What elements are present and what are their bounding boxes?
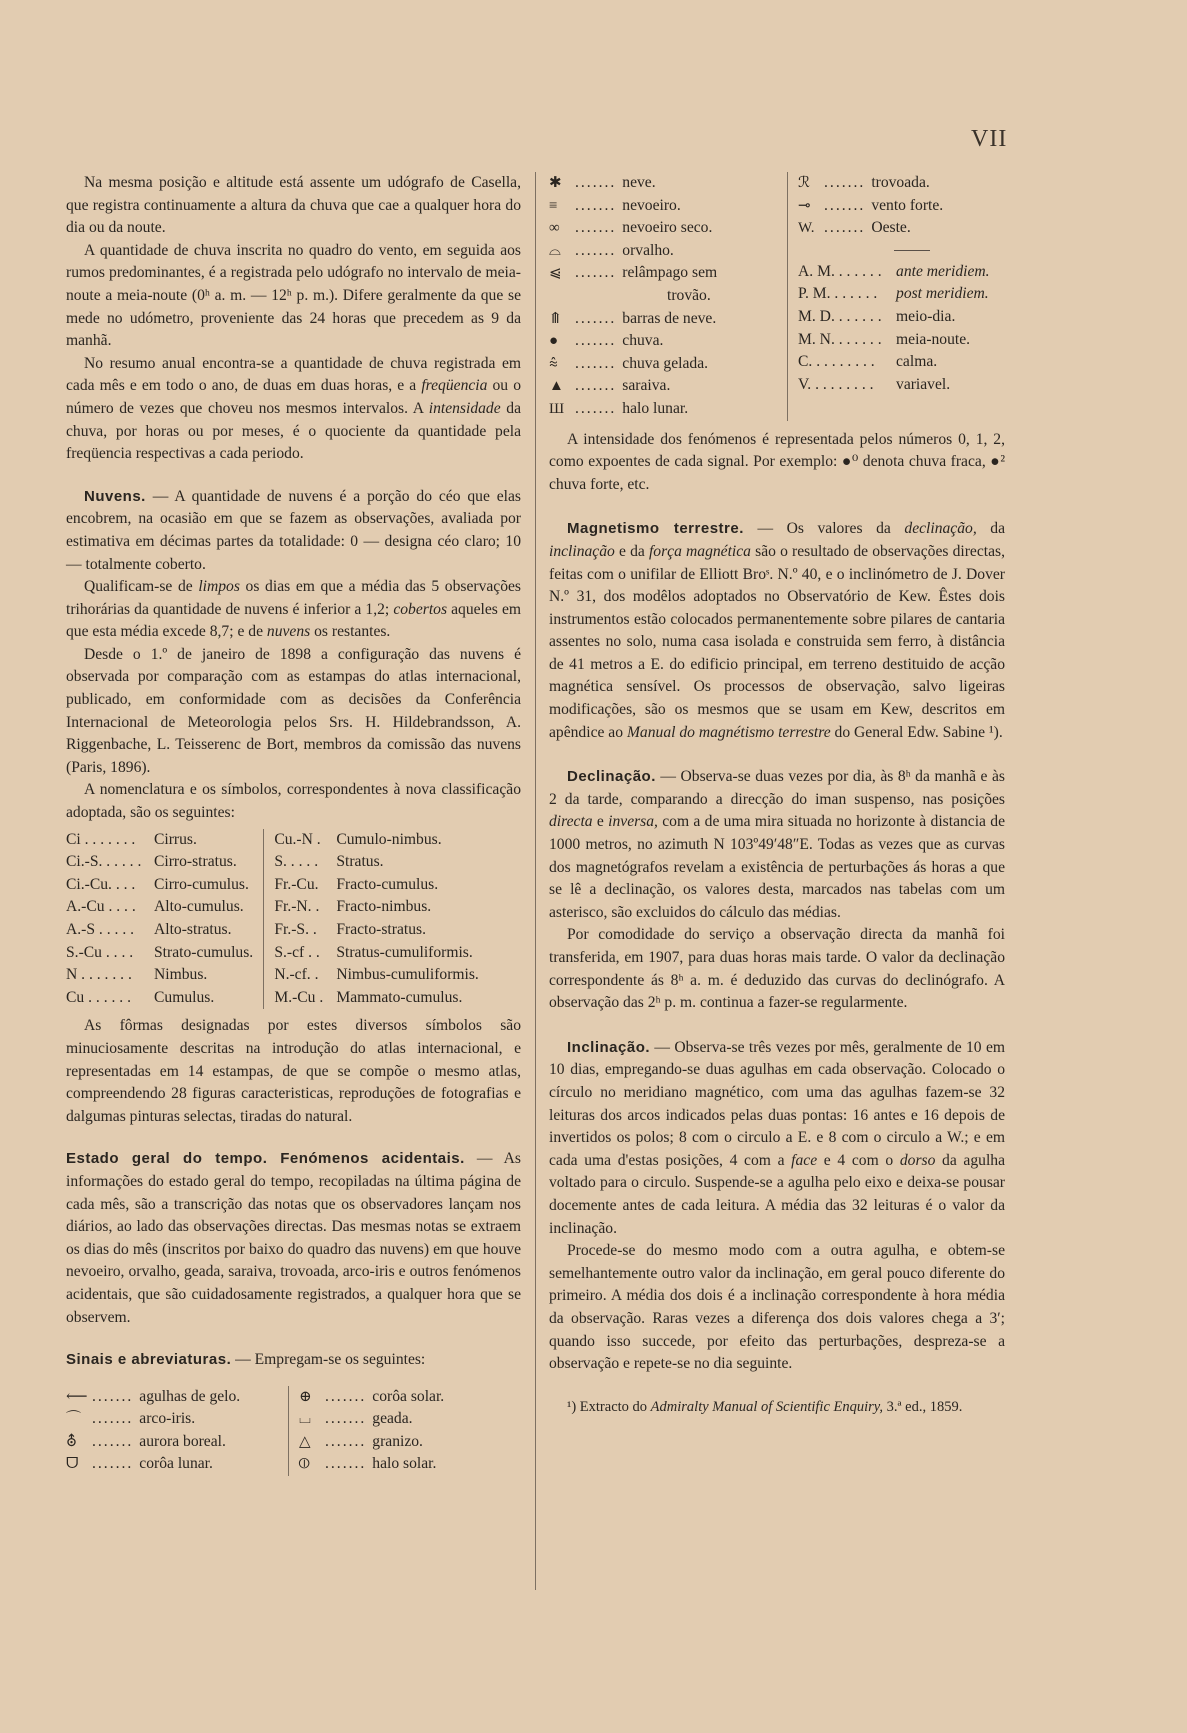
abbr-key: V. . . . . . . . .	[798, 375, 874, 393]
sign-label: chuva.	[622, 332, 664, 350]
paragraph-nomenclatura: A nomenclatura e os símbolos, correspondentes à nova classificação adoptada, são os seguintes:	[66, 781, 521, 822]
text: são o resultado de observações directas, feitas com o unifilar de Elliott Broˢ. N.º 40, e o inclinómetro de J. Dover N.º 31, dos modêlos adoptados no Observatório de Kew. Êstes dois instrumentos estão colocados permanentemente sobre pilares de cantaria assentes no solo, numa casa isolada e construida sem ferro, à distância de 41 metros a E. do edificio principal, em terreno destituido de acção magnética sensível. Os processos de observação, salvo ligeiras modificações, são os mesmos que se usam em Kew, descritos em apêndice ao	[549, 542, 1005, 741]
spacer	[66, 1128, 521, 1148]
paragraph-udografo: Na mesma posição e altitude está assente um udógrafo de Casella, que registra continuamente a altura da chuva que cae a qualquer hora do dia ou da noute.	[66, 174, 521, 237]
cloud-abbr: S. . . . .	[274, 853, 319, 871]
section-heading-nuvens: Nuvens.	[84, 487, 146, 505]
sign-label: vento forte.	[871, 196, 944, 214]
paragraph-outra-agulha: Procede-se do mesmo modo com a outra agulha, e obtem-se semelhantemente outro valor da inclinação, em geral pouco diferente do primeiro. A média dos dois é a inclinação correspondente à hora média da observação. Raras vezes a diferença dos dois valores chega a 3′; quando isso succede, por efeito das perturbações, despreza-se a observação e repete-se no dia seguinte.	[549, 1242, 1005, 1373]
spacer	[66, 466, 521, 486]
halo-lunar-icon: Ш	[549, 400, 565, 417]
sign-label: nevoeiro seco.	[622, 219, 713, 237]
cloud-abbr: Ci.-Cu. . . .	[66, 875, 136, 893]
cloud-name: Cumulus.	[154, 988, 215, 1006]
table-row	[274, 829, 521, 852]
cloud-abbr: S.-cf . .	[274, 943, 320, 961]
paragraph-formas: As fôrmas designadas por estes diversos símbolos são minuciosamente descritas na introdução do atlas internacional, e representadas em 14 estampas, de que se compõe o mesmo atlas, compreendendo 28 figuras caracteristicas, reproduções de fotografias e dalgumas pinturas selectas, tiradas do natural.	[66, 1017, 521, 1125]
sign-row	[798, 195, 1005, 218]
sign-row	[798, 217, 1005, 240]
cloud-name: Fracto-nimbus.	[336, 898, 432, 916]
sign-label: saraiva.	[622, 377, 671, 395]
cloud-name: Nimbus.	[154, 966, 208, 984]
term-inclinacao: inclinação	[549, 542, 615, 560]
cloud-abbr: Cu . . . . . .	[66, 988, 131, 1006]
table-row	[274, 964, 521, 987]
sign-row	[549, 308, 787, 331]
granizo-icon: △	[299, 1433, 311, 1450]
dot-leader: .......	[575, 309, 617, 327]
abbr-value: meio-dia.	[896, 307, 956, 325]
cloud-name: Alto-cumulus.	[154, 898, 244, 916]
sign-row	[66, 1386, 288, 1409]
cloud-abbr: S.-Cu . . . .	[66, 943, 134, 961]
dot-leader: .......	[325, 1410, 367, 1428]
paragraph-nuvens	[66, 486, 521, 576]
cloud-name: Stratus-cumuliformis.	[336, 943, 473, 961]
table-row	[66, 942, 263, 965]
cloud-abbr: Fr.-N. .	[274, 898, 320, 916]
cloud-name: Mammato-cumulus.	[336, 988, 463, 1006]
sign-label: aurora boreal.	[139, 1432, 226, 1450]
term-dorso: dorso	[899, 1151, 936, 1169]
aurora-boreal-icon: ⛢	[66, 1433, 77, 1450]
neve-icon: ✱	[549, 175, 562, 191]
sign-row	[549, 375, 787, 398]
geada-icon: ⌴	[299, 1411, 312, 1428]
table-row	[66, 964, 263, 987]
text: com a de uma mira situada no horizonte à distancia de 1000 metros, no azimuth N 103º49′48″E. Todas as vezes que as curvas dos magnetógrafos revelam a existência de perturbações ás horas a que se lê a declinação, os valores desta, marcados nas tabelas com um asterisco, são excluidos do cálculo das médias.	[549, 813, 1005, 921]
abbr-key: M. N. . . . . . .	[798, 330, 882, 348]
spacer	[549, 1015, 1005, 1037]
sign-label: trovão.	[667, 286, 711, 304]
section-heading-sinais: Sinais e abreviaturas.	[66, 1351, 232, 1369]
cloud-name: Nimbus-cumuliformis.	[336, 966, 479, 984]
table-row	[66, 896, 263, 919]
dot-leader: .......	[575, 377, 617, 395]
abbr-key: A. M. . . . . . .	[798, 262, 882, 280]
term-cobertos: cobertos	[393, 600, 448, 618]
paragraph-inclinacao	[549, 1037, 1005, 1240]
term-limpos: limpos	[198, 578, 240, 596]
table-row	[274, 851, 521, 874]
sign-row	[549, 172, 787, 195]
barras-de-neve-icon: ⤊	[549, 310, 562, 327]
sign-row	[549, 195, 787, 218]
page-number: VII	[971, 126, 1008, 152]
nevoeiro-icon: ≡	[549, 197, 558, 214]
cloud-abbr: Fr.-S. .	[274, 921, 317, 938]
cloud-abbr: A.-Cu . . . .	[66, 898, 136, 916]
paragraph-atlas: Desde o 1.º de janeiro de 1898 a configuração das nuvens é observada por comparação com as estampas do atlas internacional, publicado, em conformidade com as decisões da Conferência Internacional de Meteorologia pelos Srs. H. Hildebrandsson, A. Riggenbache, L. Teisserenc de Bort, membros da comissão das nuvens (Paris, 1896).	[66, 645, 521, 776]
dot-leader: .......	[92, 1455, 134, 1473]
term-declinacao: declinação,	[904, 520, 977, 538]
cloud-abbr: Fr.-Cu.	[274, 875, 319, 893]
section-heading-inclinacao: Inclinação.	[567, 1038, 651, 1056]
table-row	[66, 919, 263, 942]
table-row	[274, 987, 521, 1010]
text: e da	[614, 542, 649, 560]
left-column	[66, 172, 521, 1480]
cloud-name: Fracto-stratus.	[336, 921, 426, 938]
paragraph-limpos-cobertos	[66, 576, 521, 644]
text: ¹) Extracto do	[567, 1398, 651, 1415]
oeste-abbr: W.	[798, 220, 815, 237]
paragraph-comodidade: Por comodidade do serviço a observação directa da manhã foi transferida, em 1907, para duas horas mais tarde. O valor da declinação correspondente ás 8ʰ a. m. é deduzido das curvas do declinógrafo. A observação das 2ʰ p. m. continua a fazer-se regularmente.	[549, 926, 1005, 1012]
sign-row	[549, 353, 787, 376]
sign-label: halo solar.	[372, 1455, 437, 1473]
dot-leader: .......	[325, 1387, 367, 1405]
text: — As informações do estado geral do tempo, recopiladas na última página de cada mês, são a transcrição das notas que os observadores lançam nos diários, ao lado das observações directas. Das mesmas notas se extraem os dias do mês (inscritos por baixo do quadro das nuvens) em que houve nevoeiro, orvalho, geada, saraiva, trovoada, arco-iris e outros fenómenos acidentais, que são cuidadosamente registrados, a qualquer hora que se observem.	[66, 1150, 521, 1326]
paragraph-chuva-quadro: A quantidade de chuva inscrita no quadro do vento, em seguida aos rumos predominantes, é a registrada pelo udógrafo no intervalo de meia-noute a meia-noute (0ʰ a. m. — 12ʰ p. m.). Difere geralmente da que se mede no udómetro, proveniente das 24 horas que precedem as 9 da manhã.	[66, 241, 521, 350]
agulhas-de-gelo-icon: ⟵	[66, 1388, 88, 1405]
text: — Observa-se duas vezes por dia, às 8ʰ da manhã e às 2 da tarde, comparando a direcção do iman suspenso, nas posições	[549, 768, 1005, 808]
signs-table-bottom	[66, 1386, 521, 1476]
abbr-row	[798, 329, 1005, 352]
sign-label: granizo.	[372, 1432, 423, 1450]
cloud-abbr: A.-S . . . . .	[66, 921, 135, 938]
paragraph-estado-geral	[66, 1148, 521, 1329]
table-row	[66, 874, 263, 897]
cloud-abbr: Cu.-N .	[274, 830, 321, 848]
cloud-name: Fracto-cumulus.	[336, 875, 439, 893]
sign-row	[66, 1453, 288, 1476]
term-intensidade: intensidade	[428, 399, 501, 417]
sign-row	[549, 217, 787, 240]
dot-leader: .......	[575, 241, 617, 259]
right-column	[549, 172, 1005, 1418]
cloud-name: Stratus.	[336, 853, 384, 871]
sign-label: neve.	[622, 174, 656, 191]
text: — Empregam-se os seguintes:	[231, 1351, 426, 1369]
abbr-value: post meridiem.	[896, 285, 989, 303]
term-frequencia: freqüencia	[421, 377, 488, 395]
text: da chuva, por horas ou por meses, é o quociente da quantidade pela freqüencia respectivas a cada periodo.	[66, 399, 521, 463]
book-title: Manual do magnétismo terrestre	[626, 723, 831, 741]
trovoada-icon: ℛ	[798, 175, 810, 191]
text: — Observa-se três vezes por mês, geralmente de 10 em 10 dias, empregando-se duas agulhas em cada observação. Colocado o círculo no meridiano magnético, com uma das agulhas fazem-se 32 leituras dos arcos indicados pelas duas pontas: 16 antes e 16 depois de invertidos os polos; 8 com o circulo a E. e 8 com o circulo a W.; e em cada uma d'estas posições, 4 com a	[549, 1038, 1005, 1169]
sign-label: geada.	[372, 1410, 413, 1428]
section-heading-magnetismo: Magnetismo terrestre.	[567, 520, 744, 538]
sign-label: halo lunar.	[622, 399, 689, 417]
cloud-abbr: M.-Cu .	[274, 988, 324, 1006]
dot-leader: .......	[92, 1410, 134, 1428]
table-row	[66, 829, 263, 852]
chuva-icon: ●	[549, 333, 559, 350]
text: Qualificam-se de	[84, 578, 199, 596]
cloud-name: Cirro-stratus.	[154, 853, 237, 871]
dot-leader: .......	[575, 399, 617, 417]
vento-forte-icon: ⊸	[798, 197, 811, 214]
sign-row	[798, 172, 1005, 195]
dot-leader: .......	[92, 1432, 134, 1450]
abbr-value: ante meridiem.	[896, 262, 990, 280]
halo-solar-icon: ⦶	[299, 1456, 310, 1473]
corona-solar-icon: ⊕	[299, 1388, 312, 1405]
book-title: Admiralty Manual of Scientific Enquiry,	[650, 1398, 884, 1415]
sign-label: barras de neve.	[622, 309, 717, 327]
spacer	[549, 744, 1005, 766]
table-row	[274, 896, 521, 919]
sign-row	[549, 262, 787, 285]
sign-label: corôa solar.	[372, 1387, 445, 1405]
term-face: face	[791, 1151, 818, 1169]
signs-left	[66, 1386, 288, 1476]
text: os restantes.	[310, 623, 391, 641]
sign-row	[299, 1431, 521, 1454]
text: aqueles em que esta média excede 8,7; e de	[66, 600, 521, 641]
sign-row	[299, 1386, 521, 1409]
cloud-symbols-left	[66, 829, 263, 1010]
footnote	[549, 1396, 1005, 1419]
sign-label: agulhas de gelo.	[139, 1387, 241, 1405]
cloud-name: Alto-stratus.	[154, 921, 232, 938]
section-heading-declinacao: Declinação.	[567, 768, 656, 786]
saraiva-icon: ▲	[549, 378, 564, 395]
text: os dias em que a média das 5 observações trihorárias da quantidade de nuvens é inferior a 1,2;	[66, 578, 522, 618]
text: — A quantidade de nuvens é a porção do céo que elas encobrem, na ocasião em que se fazem as observações, avaliada por estimativa em décimas partes da totalidade: 0 — designa céo claro; 10 — totalmente coberto.	[66, 487, 521, 573]
text: da	[976, 520, 1006, 538]
sign-row	[66, 1408, 288, 1431]
dot-leader: .......	[575, 219, 617, 237]
text: do General Edw. Sabine ¹).	[830, 723, 1003, 741]
dot-leader: .......	[325, 1455, 367, 1473]
chuva-gelada-icon: ⩯	[549, 355, 558, 372]
sign-row	[299, 1408, 521, 1431]
section-heading-estado-geral: Estado geral do tempo. Fenómenos acidentais.	[66, 1150, 465, 1168]
cloud-name: Cumulo-nimbus.	[336, 830, 442, 848]
cloud-name: Strato-cumulus.	[154, 943, 254, 961]
text: — Os valores da	[743, 520, 905, 538]
spacer	[66, 1329, 521, 1349]
sign-label: arco-iris.	[139, 1410, 196, 1428]
sign-row	[66, 1431, 288, 1454]
table-row	[66, 851, 263, 874]
paragraph-magnetismo	[549, 518, 1005, 744]
dot-leader: .......	[575, 332, 617, 350]
paragraph-resumo-anual	[66, 353, 521, 466]
cloud-symbols-table	[66, 829, 521, 1010]
cloud-abbr: Ci . . . . . . .	[66, 830, 136, 848]
paragraph-declinacao	[549, 766, 1005, 924]
term-directa: directa	[549, 813, 593, 831]
corona-lunar-icon: ᗜ	[66, 1456, 79, 1473]
sign-row	[549, 398, 787, 421]
sign-label: corôa lunar.	[139, 1455, 213, 1473]
paragraph-intensidade: A intensidade dos fenómenos é representada pelos números 0, 1, 2, como expoentes de cada signal. Por exemplo: ●⁰ denota chuva fraca, ●² chuva forte, etc.	[549, 430, 1005, 493]
table-row	[274, 919, 521, 942]
cloud-abbr: N . . . . . . .	[66, 966, 132, 984]
sign-row	[549, 285, 787, 308]
dot-leader: .......	[824, 219, 866, 237]
term-inversa: inversa,	[608, 813, 658, 831]
abbr-key: C. . . . . . . . .	[798, 353, 875, 371]
table-row	[274, 874, 521, 897]
dot-leader: .......	[92, 1387, 134, 1405]
abbr-row	[798, 261, 1005, 284]
text: ou o número de vezes que choveu nos mesmos intervalos. A	[66, 377, 521, 417]
table-row	[66, 987, 263, 1010]
column-divider	[535, 172, 536, 1590]
abbr-key: M. D. . . . . . .	[798, 307, 882, 325]
signs-right	[288, 1386, 521, 1476]
abbr-row	[798, 306, 1005, 329]
term-nuvens: nuvens	[266, 623, 311, 641]
relampago-icon: ⩿	[549, 265, 562, 282]
dot-leader: .......	[575, 354, 617, 372]
arco-iris-icon: ⌒	[66, 1411, 82, 1428]
sign-label: chuva gelada.	[622, 354, 709, 372]
signs-table-top	[549, 172, 1005, 421]
sign-row	[549, 240, 787, 263]
abbr-row	[798, 283, 1005, 306]
dot-leader: .......	[325, 1432, 367, 1450]
dot-leader: .......	[575, 174, 617, 191]
spacer	[549, 496, 1005, 518]
text: e 4 com o	[817, 1151, 900, 1169]
dot-leader: .......	[824, 196, 866, 214]
sign-label: relâmpago sem	[622, 264, 718, 282]
abbr-value: meia-noute.	[896, 330, 971, 348]
sign-row	[549, 330, 787, 353]
signs-top-right	[787, 172, 1005, 421]
abbr-key: P. M. . . . . . .	[798, 285, 878, 303]
sign-label: Oeste.	[871, 219, 911, 237]
text: da agulha voltado para o circulo. Suspende-se a agulha pelo eixo e deixa-se pousar docemente antes de cada leitura. A média das 32 leituras é o valor da inclinação.	[549, 1151, 1005, 1237]
sign-row	[299, 1453, 521, 1476]
signs-top-left	[549, 172, 787, 421]
cloud-abbr: Ci.-S. . . . . .	[66, 853, 142, 871]
sign-label: orvalho.	[622, 241, 674, 259]
abbr-value: calma.	[896, 353, 938, 371]
abbr-row	[798, 351, 1005, 374]
cloud-name: Cirro-cumulus.	[154, 875, 249, 893]
text: No resumo anual encontra-se a quantidade de chuva registrada em cada mês e em todo o ano, de duas em duas horas, e a	[66, 354, 521, 395]
sign-label: trovoada.	[871, 174, 930, 191]
cloud-abbr: N.-cf. .	[274, 966, 319, 984]
text: e	[592, 813, 609, 831]
text: 3.ª ed., 1859.	[883, 1398, 963, 1415]
short-rule	[894, 250, 930, 251]
dot-leader: .......	[575, 264, 617, 282]
cloud-symbols-right	[263, 829, 521, 1010]
orvalho-icon: ⌓	[549, 242, 561, 259]
nevoeiro-seco-icon: ∞	[549, 220, 560, 237]
sign-label: nevoeiro.	[622, 196, 681, 214]
table-row	[274, 942, 521, 965]
paragraph-sinais	[66, 1349, 521, 1372]
abbr-row	[798, 374, 1005, 397]
term-forca-magnetica: força magnética	[648, 542, 751, 560]
dot-leader: .......	[575, 196, 617, 214]
dot-leader: .......	[824, 174, 866, 191]
abbr-value: variavel.	[896, 375, 951, 393]
cloud-name: Cirrus.	[154, 830, 197, 848]
